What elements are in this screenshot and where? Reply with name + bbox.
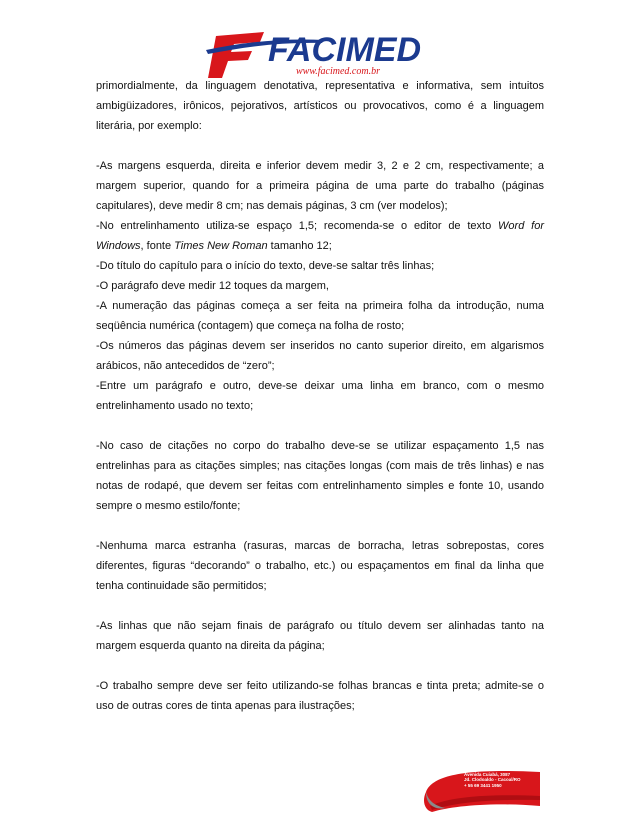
body-paragraph	[96, 336, 544, 376]
text-run: -Entre um parágrafo e outro, deve-se deixar uma linha em branco, com o mesmo entrelinhamento usado no texto;	[96, 380, 544, 412]
text-run: primordialmente, da linguagem denotativa, representativa e informativa, sem intuitos ambigüizadores, irônicos, pejorativos, artísticos ou provocativos, como é a linguagem literária, por exemplo:	[96, 80, 544, 132]
text-run: -Nenhuma marca estranha (rasuras, marcas de borracha, letras sobrepostas, cores diferentes, figuras “decorando” o trabalho, etc.) ou espaçamentos em final da linha que tenha continuidade são permitidos;	[96, 540, 544, 592]
text-run: -No entrelinhamento utiliza-se espaço 1,5; recomenda-se o editor de texto	[96, 220, 499, 232]
italic-text: Word for Windows	[96, 220, 544, 252]
facimed-logo	[204, 28, 436, 80]
body-paragraph	[96, 276, 544, 296]
brand-url: www.facimed.com.br	[296, 66, 380, 77]
address-line: Avenida Cuiabá, 3087	[464, 772, 511, 777]
brand-name: FACIMED	[268, 31, 421, 69]
body-paragraph	[96, 676, 544, 716]
address-line: + 55 69 3441 1950	[464, 782, 502, 788]
address-line: Jd. Clodoaldo - Cacoal/RO	[464, 777, 521, 783]
body-paragraph	[96, 536, 544, 596]
text-run: -No caso de citações no corpo do trabalho deve-se se utilizar espaçamento 1,5 nas entrelinhas para as citações simples; nas citações longas (com mais de três linhas) e nas notas de rodapé, que devem ser feitas com entrelinhamento simples e fonte 10, usando sempre o mesmo estilo/fonte;	[96, 440, 544, 512]
text-run: -O trabalho sempre deve ser feito utilizando-se folhas brancas e tinta preta; admite-se o uso de outras cores de tinta apenas para ilustrações;	[96, 680, 544, 712]
facimed-logo-graphic	[204, 28, 436, 80]
body-paragraph	[96, 256, 544, 276]
text-run: -As margens esquerda, direita e inferior devem medir 3, 2 e 2 cm, respectivamente; a margem superior, quando for a primeira página de uma parte do trabalho (páginas capitulares), deve medir 8 cm; nas demais páginas, 3 cm (ver modelos);	[96, 160, 544, 212]
document-body	[96, 76, 544, 716]
text-run: tamanho 12;	[267, 240, 332, 252]
footer-address	[464, 772, 544, 788]
text-run: -A numeração das páginas começa a ser feita na primeira folha da introdução, numa seqüência numérica (contagem) que começa na folha de rosto;	[96, 300, 544, 332]
body-paragraph	[96, 436, 544, 516]
body-paragraph	[96, 616, 544, 656]
text-run: , fonte	[140, 240, 175, 252]
text-run: -As linhas que não sejam finais de parágrafo ou título devem ser alinhadas tanto na margem esquerda quanto na direita da página;	[96, 620, 544, 652]
text-run: -O parágrafo deve medir 12 toques da margem,	[96, 280, 329, 292]
body-paragraph	[96, 156, 544, 216]
text-run: -Os números das páginas devem ser inseridos no canto superior direito, em algarismos arábicos, não antecedidos de “zero”;	[96, 340, 544, 372]
italic-text: Times New Roman	[174, 240, 268, 252]
body-paragraph	[96, 296, 544, 336]
body-paragraph	[96, 216, 544, 256]
body-paragraph	[96, 76, 544, 136]
body-paragraph	[96, 376, 544, 416]
text-run: -Do título do capítulo para o início do texto, deve-se saltar três linhas;	[96, 260, 435, 272]
